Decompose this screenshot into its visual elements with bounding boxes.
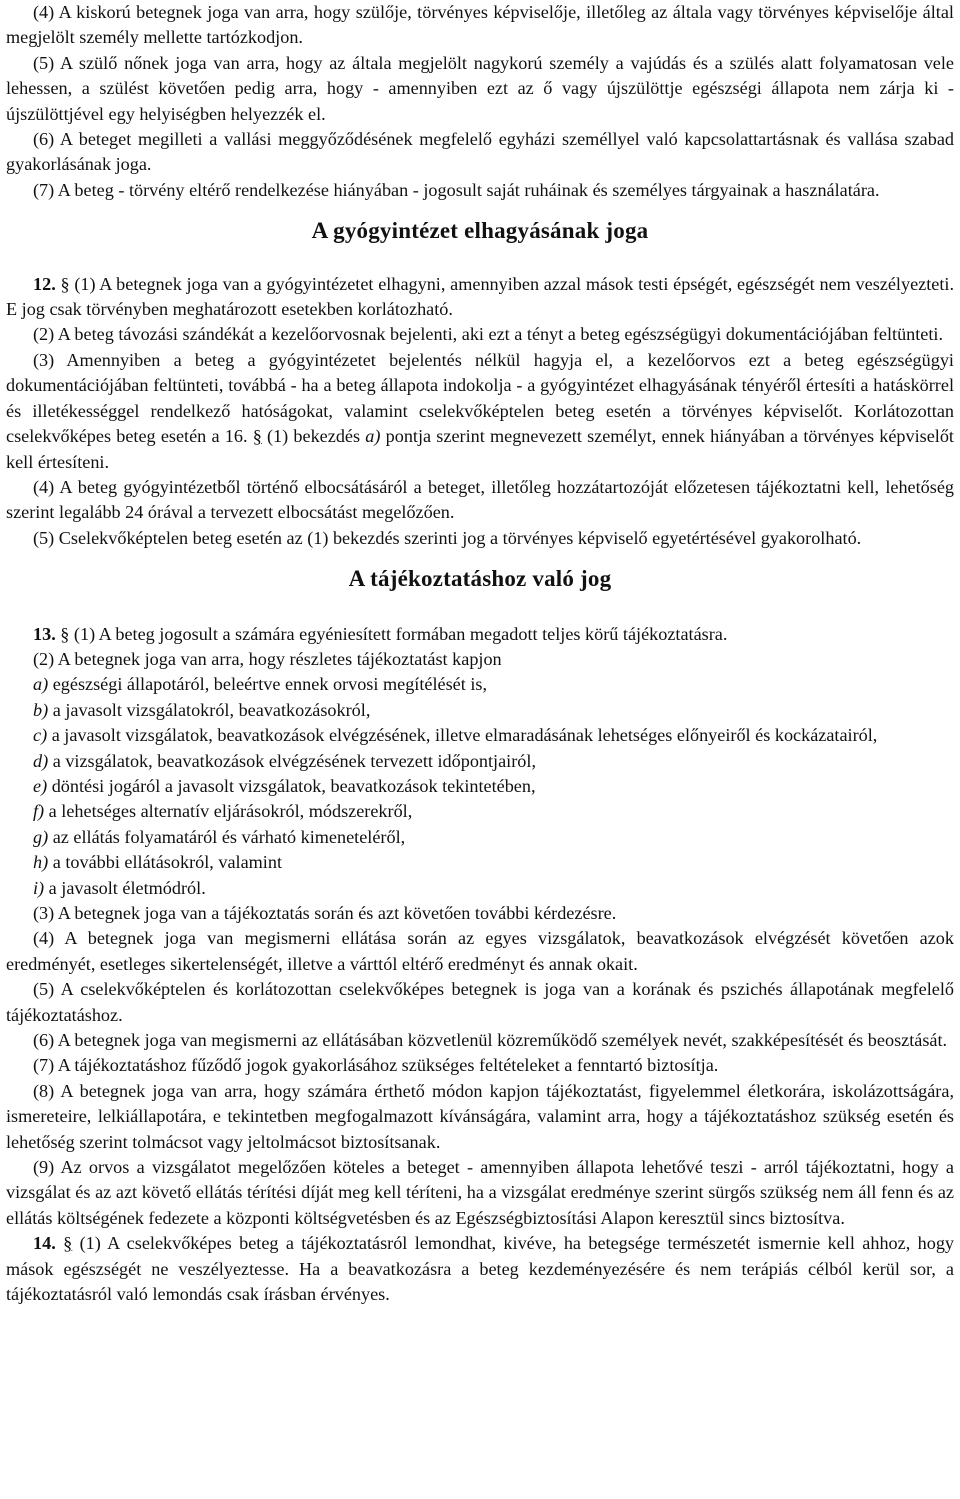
list-item-text: döntési jogáról a javasolt vizsgálatok, beavatkozások tekintetében, — [47, 775, 536, 796]
paragraph-14-1-text: (1) A cselekvőképes beteg a tájékoztatásról lemondhat, kivéve, ha betegsége természetét ismernie kell ahhoz, hogy mások egészségét ne veszélyeztesse. Ha a beavatkozásra a beteg kezdeményezésére és nem terápiás célból kerül sor, a tájékoztatásról való lemondás csak írásban érvényes. — [6, 1233, 955, 1305]
list-item-text: a lehetséges alternatív eljárásokról, módszerekről, — [44, 801, 413, 822]
paragraph-intro-6: (6) A beteget megilleti a vallási meggyőződésének megfelelő egyházi személlyel való kapcsolattartásnak és vallása szabad gyakorlásának joga. — [6, 129, 954, 175]
list-item-text: a vizsgálatok, beavatkozások elvégzésének tervezett időpontjairól, — [48, 750, 536, 771]
point-label: a) — [365, 426, 381, 447]
list-item-text: egészségi állapotáról, beleértve ennek orvosi megítélését is, — [48, 674, 488, 695]
list-item-text: a javasolt életmódról. — [44, 877, 206, 898]
paragraph-intro-7: (7) A beteg - törvény eltérő rendelkezése hiányában - jogosult saját ruháinak és személyes tárgyainak a használatára. — [33, 179, 880, 200]
paragraph-13-1 — [6, 622, 954, 647]
paragraph-13-1-text: (1) A beteg jogosult a számára egyéniesített formában megadott teljes körű tájékoztatásra. — [69, 623, 728, 644]
list-item — [6, 723, 954, 748]
list-item — [6, 672, 954, 697]
paragraph-12-5: (5) Cselekvőképtelen beteg esetén az (1) bekezdés szerinti jog a törvényes képviselő egyetértésével gyakorolható. — [33, 527, 862, 548]
point-label: a) — [33, 674, 49, 695]
list-item — [6, 774, 954, 799]
paragraph-12-1 — [6, 272, 954, 323]
list-item — [6, 799, 954, 824]
paragraph-12-3 — [6, 348, 954, 475]
paragraph-12-3-text-b: (1) bekezdés — [261, 426, 366, 447]
list-13-2 — [6, 672, 954, 901]
paragraph-intro-5: (5) A szülő nőnek joga van arra, hogy az általa megjelölt nagykorú személy a vajúdás és a szülés alatt folyamatosan vele lehessen, a szülést követően pedig arra, hogy - amennyiben ezt az ő vagy újszülöttje egészségi állapota nem zárja ki - újszülöttjével egy helyiségben helyezzék el. — [6, 52, 954, 124]
list-item-text: az ellátás folyamatáról és várható kimeneteléről, — [48, 826, 406, 847]
paragraph-13-4: (4) A betegnek joga van megismerni ellátása során az egyes vizsgálatok, beavatkozások elvégzését követően azok eredményét, esetleges sikertelenségét, illetve a várttól eltérő eredményt és annak okait. — [6, 928, 954, 974]
list-item — [6, 698, 954, 723]
section-number-14: 14. — [33, 1233, 56, 1254]
paragraph-12-3-text-c: pontja szerint megnevezett személyt, ennek hiányában a törvényes képviselőt kell értesíteni. — [6, 426, 954, 472]
list-item — [6, 850, 954, 875]
paragraph-sign[interactable]: § — [252, 426, 262, 447]
point-label: h) — [33, 852, 49, 873]
section-number-12: 12. — [33, 273, 56, 294]
paragraph-13-5: (5) A cselekvőképtelen és korlátozottan cselekvőképes betegnek is joga van a korának és pszichés állapotának megfelelő tájékoztatáshoz. — [6, 979, 954, 1025]
paragraph-sign[interactable]: § — [63, 1233, 73, 1254]
list-item — [6, 876, 954, 901]
point-label: i) — [33, 877, 45, 898]
list-item — [6, 749, 954, 774]
paragraph-12-4: (4) A beteg gyógyintézetből történő elbocsátásáról a beteget, illetőleg hozzátartozóját előzetesen tájékoztatni kell, lehetőség szerint legalább 24 órával a tervezett elbocsátást megelőzően. — [6, 476, 954, 523]
paragraph-12-3-text: (3) Amennyiben a beteg a gyógyintézetet bejelentés nélkül hagyja el, a kezelőorvos ezt a beteg egészségügyi dokumentációjában feltünteti, továbbá - ha a beteg állapota indokolja - a gyógyintézet elhagyásának tényéről értesíti a hatáskörrel és illetékességgel rendelkező hatóságokat, valamint cselekvőképtelen beteg esetén a törvényes képviselőt. Korlátozottan cselekvőképes beteg esetén a 16. — [6, 349, 954, 447]
paragraph-12-1-text: (1) A betegnek joga van a gyógyintézetet elhagyni, amennyiben azzal mások testi épségét, egészségét nem veszélyezteti. E jog csak törvényben meghatározott esetekben korlátozható. — [6, 273, 955, 320]
point-label: g) — [33, 826, 49, 847]
list-item — [6, 825, 954, 850]
paragraph-13-9: (9) Az orvos a vizsgálatot megelőzően köteles a beteget - amennyiben állapota lehetővé teszi - arról tájékoztatni, hogy a vizsgálat és az azt követő ellátás térítési díját meg kell téríteni, ha a vizsgálat eredménye szerint sürgős szükség nem áll fenn és az ellátás költségének fedezete a központi költségvetésben és az Egészségbiztosítási Alapon keresztül sincs biztosítva. — [6, 1157, 954, 1228]
paragraph-13-3: (3) A betegnek joga van a tájékoztatás során és azt követően további kérdezésre. — [33, 903, 617, 923]
point-label: b) — [33, 699, 49, 720]
list-item-text: a javasolt vizsgálatokról, beavatkozásokról, — [48, 699, 371, 720]
paragraph-12-2: (2) A beteg távozási szándékát a kezelőorvosnak bejelenti, aki ezt a tényt a beteg egészségügyi dokumentációjában feltünteti. — [33, 324, 944, 345]
list-item-text: a javasolt vizsgálatok, beavatkozások elvégzésének, illetve elmaradásának lehetséges előnyeiről és kockázatairól, — [47, 725, 878, 746]
point-label: d) — [33, 750, 49, 771]
paragraph-sign[interactable]: § — [60, 273, 70, 294]
paragraph-13-7: (7) A tájékoztatáshoz fűződő jogok gyakorlásához szükséges feltételeket a fenntartó biztosítja. — [33, 1055, 719, 1076]
section-title-leaving: A gyógyintézet elhagyásának joga — [311, 218, 649, 244]
paragraph-13-8: (8) A betegnek joga van arra, hogy számára érthető módon kapjon tájékoztatást, figyelemmel életkorára, iskolázottságára, ismereteire, lelkiállapotára, e tekintetben megfogalmazott kívánságára, valamint arra, hogy a tájékoztatáshoz szükség esetén és lehetőség szerint tolmácsot vagy jeltolmácsot biztosítsanak. — [6, 1080, 954, 1152]
point-label: e) — [33, 775, 48, 796]
point-label: c) — [33, 725, 48, 746]
list-item-text: a további ellátásokról, valamint — [48, 852, 283, 873]
paragraph-14-1 — [6, 1231, 954, 1307]
section-title-information: A tájékoztatáshoz való jog — [348, 566, 612, 592]
paragraph-intro-4: (4) A kiskorú betegnek joga van arra, hogy szülője, törvényes képviselője, illetőleg az általa vagy törvényes képviselője által megjelölt személy mellette tartózkodjon. — [6, 2, 954, 48]
point-label: f) — [33, 801, 45, 822]
section-number-13: 13. — [33, 623, 56, 644]
paragraph-13-2: (2) A betegnek joga van arra, hogy részletes tájékoztatást kapjon — [33, 648, 502, 669]
paragraph-13-6: (6) A betegnek joga van megismerni az ellátásában közvetlenül közreműködő személyek nevét, szakképesítését és beosztását. — [33, 1030, 948, 1051]
paragraph-sign[interactable]: § — [60, 623, 70, 644]
